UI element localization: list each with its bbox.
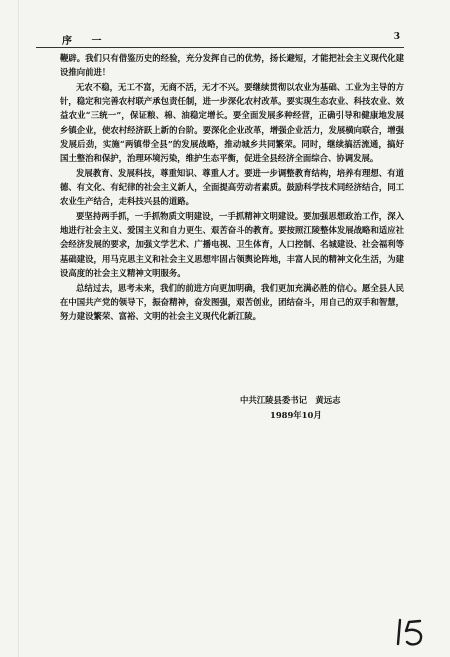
paragraph-3: 发展教育、发展科技，尊重知识、尊重人才。要进一步调整教育结构，培养有理想、有道德、有文化、有纪律的社会主义新人，全面提高劳动者素质。鼓励科学技术同经济结合，同工农业生产结合，走科技兴县的道路。: [60, 167, 404, 207]
signature-block: [240, 393, 341, 423]
paragraph-4: 要坚持两手抓，一手抓物质文明建设，一手抓精神文明建设。要加强思想政治工作，深入地进行社会主义、爱国主义和自力更生、艰苦奋斗的教育。要按照江陵整体发展战略和适应社会经济发展的要求，加强文学艺术、广播电视、卫生体育，人口控制、名城建设、社会福利等基础建设，用马克思主义和社会主义思想牢固占领舆论阵地，丰富人民的精神文化生活，为建设高度的社会主义精神文明服务。: [60, 210, 404, 279]
page-number: 3: [393, 32, 400, 42]
body-text: [60, 51, 404, 324]
signature-date: 1989年10月: [270, 410, 322, 420]
handwritten-page-number: [393, 617, 427, 647]
scan-edge: [18, 0, 19, 657]
paragraph-2: 无农不稳，无工不富，无商不活，无才不兴。要继续贯彻以农业为基础、工业为主导的方针，稳定和完善农村联产承包责任制，进一步深化农村改革。要实现生态农业、科技农业、效益农业“三统一”，保证粮、棉、油稳定增长。要全面发展多种经营，正确引导和健康地发展乡镇企业，使农村经济跃上新的台阶。要深化企业改革，增强企业活力，发展横向联合，增强发展后劲，实施“两镇带全县”的发展战略，推动城乡共同繁荣。同时，继续搞活流通，搞好国土整治和保护，治理环境污染，维护生态平衡，促进全县经济全面综合、协调发展。: [60, 81, 404, 164]
section-title: 序 一: [62, 36, 110, 47]
paragraph-1: 鞭辟。我们只有借鉴历史的经验，充分发挥自己的优势，扬长避短，才能把社会主义现代化建设推向前进！: [60, 53, 404, 78]
running-header: [36, 31, 404, 48]
signature-author: 中共江陵县委书记 黄远志: [240, 395, 341, 405]
paragraph-5: 总结过去，思考未来，我们的前进方向更加明确，我们更加充满必胜的信心。愿全县人民在中国共产党的领导下，振奋精神，奋发图强，艰苦创业，团结奋斗，用自己的双手和智慧，努力建设繁荣、富裕、文明的社会主义现代化新江陵。: [60, 282, 404, 322]
